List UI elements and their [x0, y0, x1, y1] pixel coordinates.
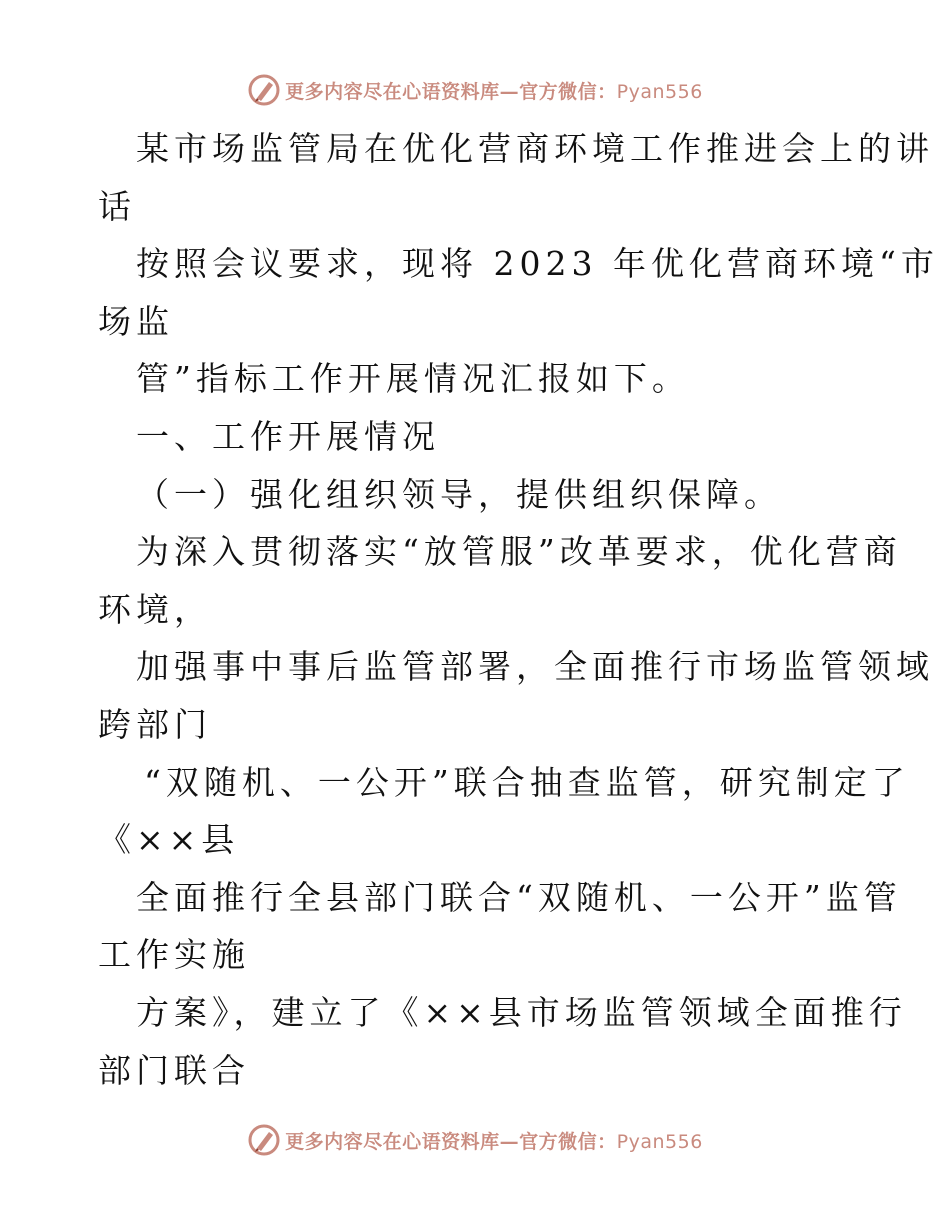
- doc-line: 按照会议要求，现将 2023 年优化营商环境“市: [136, 244, 939, 284]
- doc-line: 加强事中事后监管部署，全面推行市场监管领域: [136, 647, 934, 687]
- doc-line: 部门联合: [98, 1050, 250, 1090]
- doc-line: 一、工作开展情况: [136, 416, 440, 456]
- doc-line: （一）强化组织领导，提供组织保障。: [136, 474, 782, 514]
- doc-line: 跨部门: [98, 704, 212, 744]
- doc-line: 《××县: [98, 820, 240, 860]
- doc-line: 为深入贯彻落实“放管服”改革要求，优化营商: [136, 532, 902, 572]
- document-body: [98, 120, 939, 1099]
- watermark-text: 更多内容尽在心语资料库—官方微信：Pyan556: [285, 1130, 703, 1153]
- doc-line: 管”指标工作开展情况汇报如下。: [136, 359, 690, 399]
- doc-line: 环境，: [98, 589, 212, 629]
- header-watermark: [0, 70, 950, 110]
- pen-logo-icon: [247, 1123, 281, 1157]
- doc-line: 话: [98, 186, 136, 226]
- doc-line: 某市场监管局在优化营商环境工作推进会上的讲: [136, 129, 934, 168]
- doc-line: 方案》，建立了《××县市场监管领域全面推行: [136, 992, 907, 1032]
- footer-watermark: [0, 1120, 950, 1160]
- watermark-text: 更多内容尽在心语资料库—官方微信：Pyan556: [285, 80, 703, 103]
- doc-line: 全面推行全县部门联合“双随机、一公开”监管: [136, 877, 902, 917]
- doc-line: 场监: [98, 301, 174, 341]
- pen-logo-icon: [247, 73, 281, 107]
- doc-line: 工作实施: [98, 935, 250, 975]
- doc-line: “双随机、一公开”联合抽查监管，研究制定了: [144, 762, 910, 802]
